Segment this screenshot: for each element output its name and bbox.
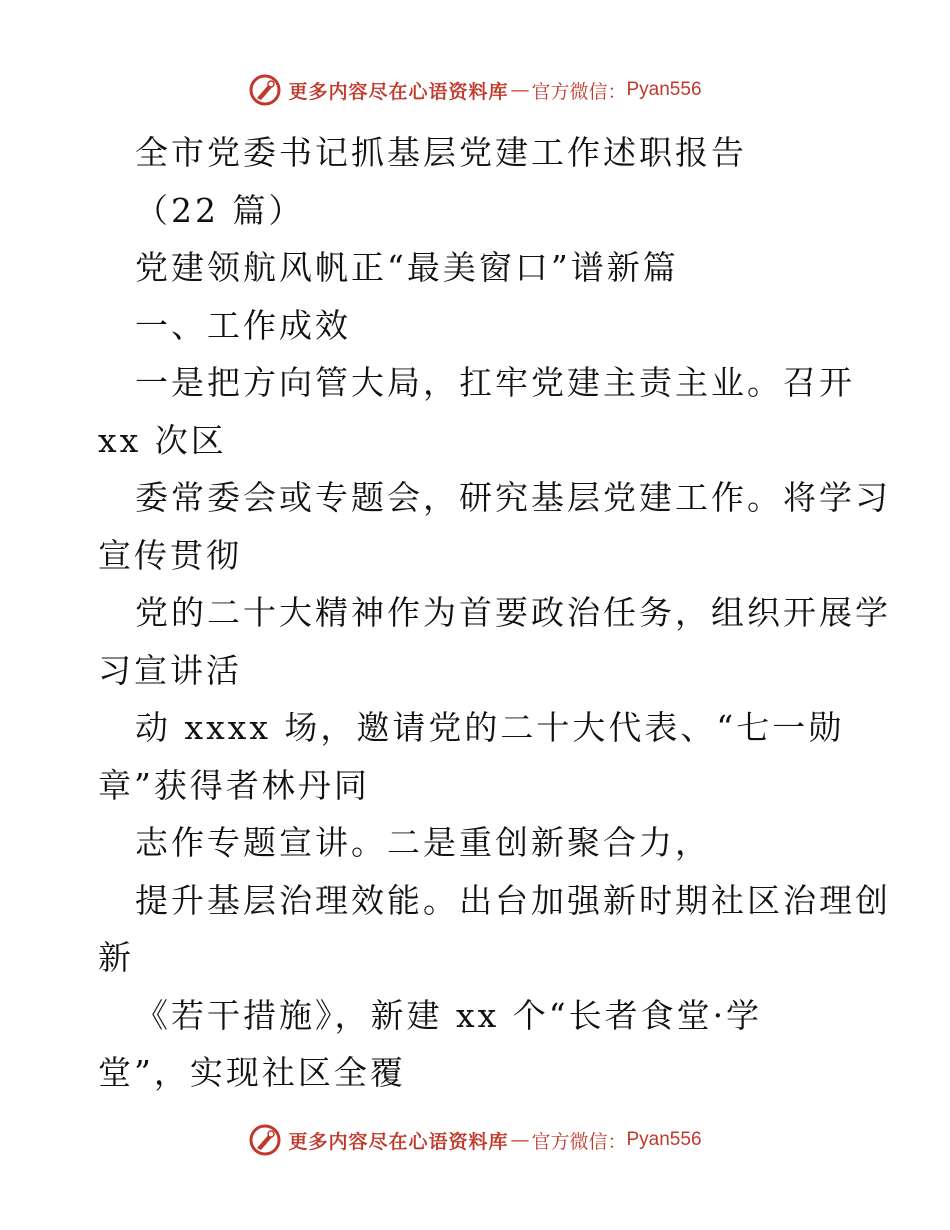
section-heading: 党建领航风帆正“最美窗口”谱新篇 — [135, 248, 679, 287]
watermark-brand: 更多内容尽在心语资料库 — [288, 1130, 509, 1153]
document-subtitle: （22 篇） — [135, 190, 305, 230]
watermark-label: 官方微信： — [531, 1130, 627, 1153]
paragraph-line: 堂”，实现社区全覆 — [98, 1053, 406, 1092]
watermark-label: 官方微信： — [531, 80, 627, 103]
footer-watermark — [0, 1120, 950, 1160]
paragraph-line: 一是把方向管大局，扛牢党建主责主业。召开 — [135, 363, 855, 402]
paragraph-line: 《若干措施》，新建 xx 个“长者食堂·学 — [135, 995, 763, 1035]
subsection-heading: 一、工作成效 — [135, 305, 351, 345]
watermark-separator: — — [510, 1129, 530, 1151]
quill-pen-logo-icon — [248, 1123, 282, 1157]
paragraph-line: 习宣讲活 — [98, 650, 242, 690]
document-body — [98, 124, 891, 1102]
watermark-separator: — — [510, 79, 530, 101]
paragraph-line: 新 — [98, 938, 134, 977]
paragraph-line: 章”获得者林丹同 — [98, 765, 370, 805]
header-watermark — [0, 70, 950, 110]
paragraph-line: 动 xxxx 场，邀请党的二十大代表、“七一勋 — [135, 708, 845, 747]
paragraph-line: 委常委会或专题会，研究基层党建工作。将学习 — [135, 478, 891, 517]
paragraph-line: 提升基层治理效能。出台加强新时期社区治理创 — [135, 880, 891, 920]
quill-pen-logo-icon — [248, 73, 282, 107]
paragraph-line: 宣传贯彻 — [98, 535, 242, 575]
paragraph-line: xx 次区 — [98, 420, 227, 460]
paragraph-line: 志作专题宣讲。二是重创新聚合力， — [135, 823, 711, 862]
paragraph-line: 党的二十大精神作为首要政治任务，组织开展学 — [135, 593, 891, 632]
watermark-brand: 更多内容尽在心语资料库 — [288, 80, 509, 103]
watermark-wechat-id: Pyan556 — [626, 1129, 702, 1150]
document-title: 全市党委书记抓基层党建工作述职报告 — [135, 133, 747, 172]
watermark-wechat-id: Pyan556 — [626, 79, 702, 100]
